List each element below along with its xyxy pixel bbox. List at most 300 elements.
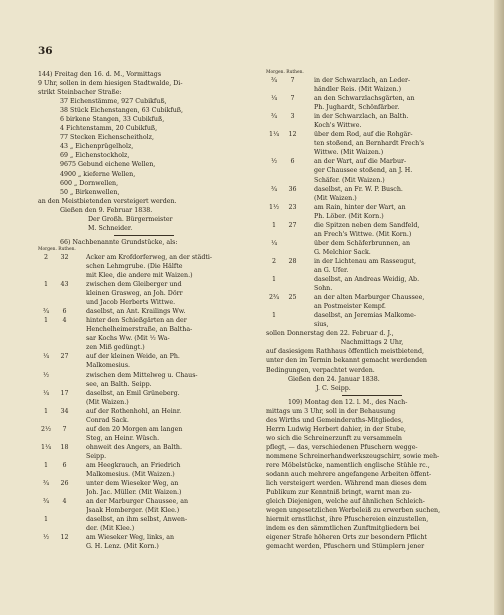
parcel-row	[266, 185, 478, 194]
parcel-ditto	[75, 488, 86, 497]
parcel-description: auf der kleinen Weide, an Ph.	[86, 353, 180, 361]
parcel-description: G. Melchior Sack.	[314, 248, 371, 256]
parcel-row	[266, 257, 478, 266]
parcel-ruthen	[54, 524, 75, 533]
parcel-ditto	[303, 275, 314, 284]
parcel-row	[38, 316, 250, 325]
parcel-ditto	[75, 515, 86, 524]
parcel-description: auf der Rothenhohl, an Heinr.	[86, 407, 182, 415]
parcel-ditto	[303, 203, 314, 212]
parcel-ditto	[303, 239, 314, 248]
parcel-morgen: 1	[271, 276, 276, 284]
parcel-morgen	[38, 271, 54, 280]
parcel-row	[38, 262, 250, 271]
parcel-ditto	[75, 298, 86, 307]
parcel-ruthen: 32	[60, 253, 69, 261]
parcel-description: ger Chaussee stoßend, an J. H.	[314, 167, 413, 175]
parcel-description: an G. Ufer.	[314, 266, 349, 274]
parcel-row	[266, 103, 478, 112]
parcel-row	[38, 398, 250, 407]
notice-line: sollen Donnerstag den 22. Februar d. J.,	[266, 330, 394, 338]
parcel-ditto	[303, 302, 314, 311]
parcel-morgen: ½	[270, 158, 278, 166]
parcel-ruthen	[282, 148, 303, 157]
notice-signatory-title: Der Großh. Bürgermeister	[88, 215, 173, 223]
parcel-list	[266, 76, 478, 329]
parcel-row	[266, 320, 478, 329]
parcel-row	[38, 289, 250, 298]
parcel-row	[38, 334, 250, 343]
parcel-ruthen	[54, 542, 75, 551]
parcel-row	[38, 380, 250, 389]
header-ruthen: Ruthen.	[58, 246, 76, 252]
parcel-ruthen	[54, 434, 75, 443]
parcel-description: in der Schwarzlach, an Balth.	[314, 113, 409, 121]
parcel-row	[266, 302, 478, 311]
parcel-morgen	[38, 262, 54, 271]
parcel-morgen	[266, 85, 282, 94]
notice-line: 9675 Gebund eichene Wellen,	[60, 161, 156, 169]
notice-line: wegen ungesetzlichen Werbeleiß zu erwerben suchen,	[266, 507, 441, 515]
parcel-ruthen: 12	[288, 131, 297, 139]
parcel-list	[38, 253, 250, 552]
parcel-morgen: ¾	[42, 498, 50, 506]
parcel-ruthen	[54, 298, 75, 307]
parcel-ditto	[75, 389, 86, 398]
parcel-row	[38, 325, 250, 334]
parcel-morgen: 2	[271, 257, 276, 265]
notice-line: 77 Stecken Eichenscheitholz,	[60, 134, 154, 142]
notice-144	[38, 70, 250, 233]
parcel-row	[266, 139, 478, 148]
parcel-row	[38, 434, 250, 443]
parcel-row	[38, 271, 250, 280]
header-morgen: Morgen.	[266, 70, 285, 75]
parcel-ruthen: 4	[62, 498, 67, 506]
parcel-ruthen: 17	[60, 389, 69, 397]
parcel-morgen: 1	[43, 281, 48, 289]
parcel-morgen	[266, 248, 282, 257]
parcel-ditto	[75, 425, 86, 434]
parcel-ruthen	[54, 361, 75, 370]
parcel-row	[38, 506, 250, 515]
parcel-description: über dem Schäferbrunnen, an	[314, 239, 411, 247]
parcel-morgen	[266, 176, 282, 185]
parcel-ditto	[303, 176, 314, 185]
parcel-ruthen: 28	[288, 257, 297, 265]
parcel-morgen: ¾	[42, 308, 50, 316]
parcel-morgen	[266, 230, 282, 239]
parcel-ruthen	[282, 85, 303, 94]
parcel-description: daselbst, an Ant. Krailings Ww.	[86, 308, 186, 316]
parcel-ditto	[75, 253, 86, 262]
notice-line: auf dasiesigem Rathhaus öffentlich meistbietend,	[266, 348, 424, 356]
notice-line: eigener Strafe höheren Orts zur besondern Pflicht	[266, 534, 427, 542]
parcel-morgen: ¼	[270, 95, 278, 103]
parcel-ruthen: 27	[288, 221, 297, 229]
parcel-ruthen	[54, 289, 75, 298]
notice-line: nommene Schreinerhandwerkszeugschirr, sowie meh-	[266, 452, 440, 460]
parcel-ruthen: 4	[62, 317, 67, 325]
parcel-morgen	[266, 320, 282, 329]
notice-line: 38 Stück Eichenstangen, 63 Cubikfuß,	[60, 107, 183, 115]
parcel-ditto	[75, 443, 86, 452]
notice-line: 6 birkene Stangen, 33 Cubikfuß,	[60, 116, 165, 124]
notice-line: 144) Freitag den 16. d. M., Vormittags	[38, 71, 162, 78]
parcel-description: Sohn.	[314, 285, 333, 293]
parcel-row	[38, 461, 250, 470]
parcel-ditto	[303, 139, 314, 148]
parcel-ditto	[75, 280, 86, 289]
parcel-description: und Jacob Herberts Wittwe.	[86, 299, 176, 307]
parcel-row	[266, 311, 478, 320]
parcel-ruthen: 6	[62, 461, 67, 469]
notice-line: gemacht werden, Pfuschern und Stümplern jener	[266, 543, 425, 551]
parcel-ditto	[303, 257, 314, 266]
parcel-morgen	[266, 212, 282, 221]
parcel-ruthen	[282, 302, 303, 311]
parcel-ditto	[303, 212, 314, 221]
parcel-description: über dem Rod, auf die Rohgär-	[314, 131, 413, 139]
parcel-morgen: ¼	[42, 389, 50, 397]
parcel-description: daselbst, an ihm selbst, Anwen-	[86, 516, 188, 524]
parcel-row	[38, 497, 250, 506]
parcel-ruthen: 7	[62, 425, 67, 433]
parcel-morgen	[38, 416, 54, 425]
parcel-row	[38, 425, 250, 434]
parcel-description: Koch's Wittwe.	[314, 122, 362, 130]
parcel-morgen: 1¼	[268, 131, 280, 139]
notice-line: mittags um 3 Uhr, soll in der Behausung	[266, 407, 396, 415]
parcel-ditto	[303, 94, 314, 103]
parcel-ruthen	[282, 320, 303, 329]
parcel-ditto	[75, 542, 86, 551]
parcel-ditto	[303, 284, 314, 293]
parcel-description: händler Reis. (Mit Waizen.)	[314, 86, 402, 94]
parcel-description: die Spitzen neben dem Sandfeld,	[314, 221, 420, 229]
parcel-description: sius,	[314, 321, 329, 329]
parcel-morgen	[38, 298, 54, 307]
parcel-ruthen	[282, 266, 303, 275]
notice-66-continuation	[266, 329, 478, 392]
parcel-description: auf den 20 Morgen am langen	[86, 425, 183, 433]
parcel-ruthen	[54, 398, 75, 407]
parcel-ruthen	[282, 194, 303, 203]
parcel-morgen: 1	[271, 312, 276, 320]
parcel-ruthen	[282, 176, 303, 185]
parcel-morgen: 2	[43, 253, 48, 261]
parcel-row	[38, 253, 250, 262]
parcel-ditto	[303, 157, 314, 166]
parcel-row	[266, 212, 478, 221]
parcel-ruthen: 3	[290, 113, 295, 121]
parcel-description: am Heegkrauch, an Friedrich	[86, 461, 181, 469]
parcel-row	[266, 166, 478, 175]
parcel-morgen	[38, 470, 54, 479]
parcel-ditto	[303, 76, 314, 85]
parcel-ditto	[303, 166, 314, 175]
parcel-ruthen	[54, 506, 75, 515]
parcel-description: Seipp.	[86, 452, 107, 460]
parcel-ruthen	[54, 325, 75, 334]
parcel-ruthen: 23	[288, 203, 297, 211]
notice-line: 69 „ Eichenstockholz,	[60, 152, 130, 160]
parcel-description: Henchelheimerstraße, an Baltha-	[86, 326, 193, 334]
parcel-morgen	[266, 166, 282, 175]
parcel-ruthen: 26	[60, 480, 69, 488]
parcel-ditto	[303, 194, 314, 203]
parcel-ruthen: 7	[290, 95, 295, 103]
parcel-ditto	[75, 307, 86, 316]
parcel-ruthen	[282, 239, 303, 248]
parcel-description: Wittwe. (Mit Waizen.)	[314, 149, 384, 157]
parcel-ruthen	[282, 248, 303, 257]
parcel-description: see, an Balth. Seipp.	[86, 380, 152, 388]
notice-line: Publikum zur Kenntniß bringt, warnt man zu-	[266, 489, 412, 497]
parcel-ditto	[75, 452, 86, 461]
parcel-morgen: 2¾	[268, 294, 280, 302]
parcel-morgen: ¾	[270, 77, 278, 84]
parcel-ruthen	[282, 284, 303, 293]
parcel-description: am Rain, hinter der Wart, an	[314, 203, 406, 211]
parcel-ruthen	[54, 334, 75, 343]
parcel-morgen: ¾	[270, 113, 278, 121]
parcel-description: daselbst, an Andreas Weidig, Ab.	[314, 276, 420, 284]
parcel-ditto	[75, 352, 86, 361]
parcel-ditto	[75, 497, 86, 506]
parcel-description: Acker am Krofdorferweg, an der städti-	[86, 253, 213, 261]
parcel-morgen: ¼	[270, 239, 278, 247]
parcel-row	[38, 479, 250, 488]
parcel-morgen: 1	[43, 461, 48, 469]
parcel-description: mit Klee, die andere mit Waizen.)	[86, 271, 193, 279]
parcel-description: an Frech's Wittwe. (Mit Korn.)	[314, 230, 412, 238]
parcel-morgen	[266, 266, 282, 275]
parcel-row	[38, 371, 250, 380]
parcel-ditto	[75, 533, 86, 542]
parcel-row	[38, 452, 250, 461]
parcel-morgen	[38, 434, 54, 443]
parcel-morgen	[266, 139, 282, 148]
parcel-row	[266, 130, 478, 139]
parcel-morgen: ½	[42, 371, 50, 379]
parcel-ruthen	[54, 371, 75, 380]
parcel-morgen: 2½	[40, 425, 52, 433]
parcel-morgen	[266, 121, 282, 130]
notice-109	[266, 398, 478, 552]
parcel-ditto	[75, 461, 86, 470]
parcel-description: Conrad Sack.	[86, 416, 129, 424]
parcel-row	[266, 221, 478, 230]
parcel-description: Malkomesius.	[86, 362, 131, 370]
parcel-ruthen: 12	[60, 534, 69, 542]
parcel-ruthen	[54, 380, 75, 389]
parcel-description: zwischen dem Gleiberger und	[86, 281, 182, 289]
notice-line: Nachmittags 2 Uhr,	[340, 339, 404, 347]
parcel-description: in der Lichtenau am Rasseugut,	[314, 257, 416, 265]
parcel-ruthen	[282, 166, 303, 175]
parcel-ruthen	[282, 103, 303, 112]
parcel-morgen	[38, 289, 54, 298]
parcel-morgen	[38, 524, 54, 533]
parcel-description: der. (Mit Klee.)	[86, 525, 135, 533]
parcel-row	[266, 176, 478, 185]
parcel-description: Joh. Jac. Müller. (Mit Waizen.)	[86, 489, 182, 497]
parcel-row	[266, 230, 478, 239]
parcel-ditto	[303, 248, 314, 257]
parcel-morgen	[266, 103, 282, 112]
parcel-row	[266, 121, 478, 130]
parcel-ditto	[75, 361, 86, 370]
parcel-ruthen	[282, 311, 303, 320]
divider	[342, 395, 402, 396]
parcel-ruthen: 7	[290, 77, 295, 84]
parcel-morgen	[38, 506, 54, 515]
parcel-description: ohnweit des Angers, an Balth.	[86, 443, 182, 451]
parcel-morgen	[266, 148, 282, 157]
parcel-morgen: ½	[42, 534, 50, 542]
notice-line: strikt Steinbacher Straße:	[38, 89, 122, 97]
header-morgen: Morgen.	[38, 246, 57, 252]
parcel-row	[266, 248, 478, 257]
parcel-ditto	[303, 185, 314, 194]
notice-line: indem es den sämmtlichen Zunftmitgliedern bei	[266, 525, 420, 533]
notice-signatory: J. C. Seipp.	[316, 384, 351, 392]
notice-line: an den Meistbietenden versteigert werden.	[38, 197, 177, 205]
parcel-ditto	[303, 121, 314, 130]
parcel-row	[266, 76, 478, 85]
parcel-morgen	[38, 542, 54, 551]
parcel-ditto	[303, 230, 314, 239]
parcel-description: zwischen dem Mittelweg u. Chaus-	[86, 371, 198, 379]
parcel-row	[38, 542, 250, 551]
parcel-row	[266, 112, 478, 121]
parcel-row	[38, 470, 250, 479]
page-number: 36	[38, 45, 53, 57]
notice-line: des Wirths und Gemeinderaths-Mitgliedes,	[266, 416, 404, 424]
parcel-description: in der Schwarzlach, an Leder-	[314, 77, 411, 84]
notice-line: 43 „ Eichenprügelholz,	[60, 143, 134, 151]
parcel-ditto	[303, 148, 314, 157]
notice-line: 9 Uhr, sollen in dem hiesigen Stadtwalde, Di-	[38, 80, 183, 88]
parcel-row	[266, 148, 478, 157]
divider	[114, 235, 174, 236]
parcel-description: zen Miß gedüngt.)	[86, 344, 145, 352]
parcel-ruthen	[54, 262, 75, 271]
parcel-ruthen	[282, 121, 303, 130]
parcel-ditto	[303, 112, 314, 121]
parcel-row	[38, 298, 250, 307]
parcel-row	[38, 389, 250, 398]
parcel-morgen: 1	[43, 407, 48, 415]
parcel-row	[38, 352, 250, 361]
notice-line: 4 Fichtenstamm, 20 Cubikfuß,	[60, 125, 158, 133]
parcel-morgen	[266, 284, 282, 293]
notice-line: wo sich die Schreinerzunft zu versammeln	[266, 434, 402, 442]
parcel-morgen	[38, 488, 54, 497]
parcel-morgen	[38, 334, 54, 343]
parcel-description: daselbst, an Jeremias Malkome-	[314, 312, 416, 320]
parcel-row	[266, 194, 478, 203]
parcel-ditto	[75, 380, 86, 389]
parcel-ditto	[75, 434, 86, 443]
parcel-ditto	[303, 85, 314, 94]
notice-line: gleich Diejenigen, welche auf ähnlichen Schleich-	[266, 498, 425, 506]
parcel-row	[266, 284, 478, 293]
parcel-row	[266, 85, 478, 94]
parcel-morgen: ¾	[270, 185, 278, 193]
parcel-description: (Mit Waizen.)	[86, 398, 129, 406]
parcel-row	[38, 515, 250, 524]
parcel-ruthen	[282, 139, 303, 148]
parcel-ruthen: 36	[288, 185, 297, 193]
notice-signatory: M. Schneider.	[88, 224, 133, 232]
parcel-description: Schäfer. (Mit Waizen.)	[314, 176, 385, 184]
parcel-row	[266, 275, 478, 284]
parcel-ditto	[75, 325, 86, 334]
notice-line: lich versteigert werden. Während man dieses dem	[266, 480, 427, 488]
parcel-ruthen	[282, 275, 303, 284]
parcel-ruthen	[54, 452, 75, 461]
notice-line: Herrn Ludwig Herbert dahier, in der Stube,	[266, 425, 406, 433]
parcel-ditto	[75, 524, 86, 533]
parcel-description: ten stoßend, an Bernhardt Frech's	[314, 140, 425, 148]
parcel-morgen: 1½	[268, 203, 280, 211]
parcel-ruthen: 6	[62, 308, 67, 316]
parcel-ditto	[75, 470, 86, 479]
parcel-morgen	[38, 380, 54, 389]
parcel-row	[38, 343, 250, 352]
parcel-description: an den Schwarzlachsgärten, an	[314, 95, 415, 103]
notice-line: 109) Montag den 12. l. M., des Nach-	[288, 398, 408, 406]
parcel-ditto	[303, 266, 314, 275]
parcel-row	[38, 533, 250, 542]
parcel-morgen	[38, 325, 54, 334]
parcel-description: daselbst, an Emil Grüneberg.	[86, 389, 180, 397]
parcel-ruthen: 34	[60, 407, 69, 415]
parcel-morgen	[38, 398, 54, 407]
parcel-ditto	[75, 479, 86, 488]
parcel-ditto	[75, 398, 86, 407]
parcel-morgen: ¼	[42, 353, 50, 361]
parcel-ditto	[303, 293, 314, 302]
parcel-ditto	[75, 262, 86, 271]
parcel-description: (Mit Waizen.)	[314, 194, 357, 202]
parcel-description: Malkomesius. (Mit Waizen.)	[86, 471, 175, 479]
notice-line: 600 „ Dornwellen,	[60, 179, 119, 187]
notice-line: 50 „ Birkenwellen,	[60, 188, 120, 196]
parcel-morgen: 1	[43, 317, 48, 325]
parcel-row	[38, 416, 250, 425]
parcel-ditto	[303, 221, 314, 230]
parcel-row	[266, 266, 478, 275]
parcel-description: Ph. Löber. (Mit Korn.)	[314, 212, 384, 220]
parcel-description: unter dem Wieseker Weg, an	[86, 480, 179, 488]
parcel-description: sar Kochs Ww. (Mit ½ Wa-	[86, 335, 170, 343]
parcel-description: an der Wart, auf die Marbur-	[314, 158, 407, 166]
parcel-row	[266, 293, 478, 302]
parcel-ditto	[303, 320, 314, 329]
parcel-description: am Wieseker Weg, links, an	[86, 534, 175, 542]
parcel-ruthen	[54, 343, 75, 352]
parcel-ditto	[303, 103, 314, 112]
parcel-row	[266, 94, 478, 103]
parcel-ruthen: 6	[290, 158, 295, 166]
parcel-morgen: 1¼	[40, 443, 52, 451]
parcel-ditto	[75, 316, 86, 325]
notice-date: Gießen den 9. Februar 1838.	[60, 206, 153, 214]
notice-line: 4900 „ kieferne Wellen,	[60, 170, 136, 178]
